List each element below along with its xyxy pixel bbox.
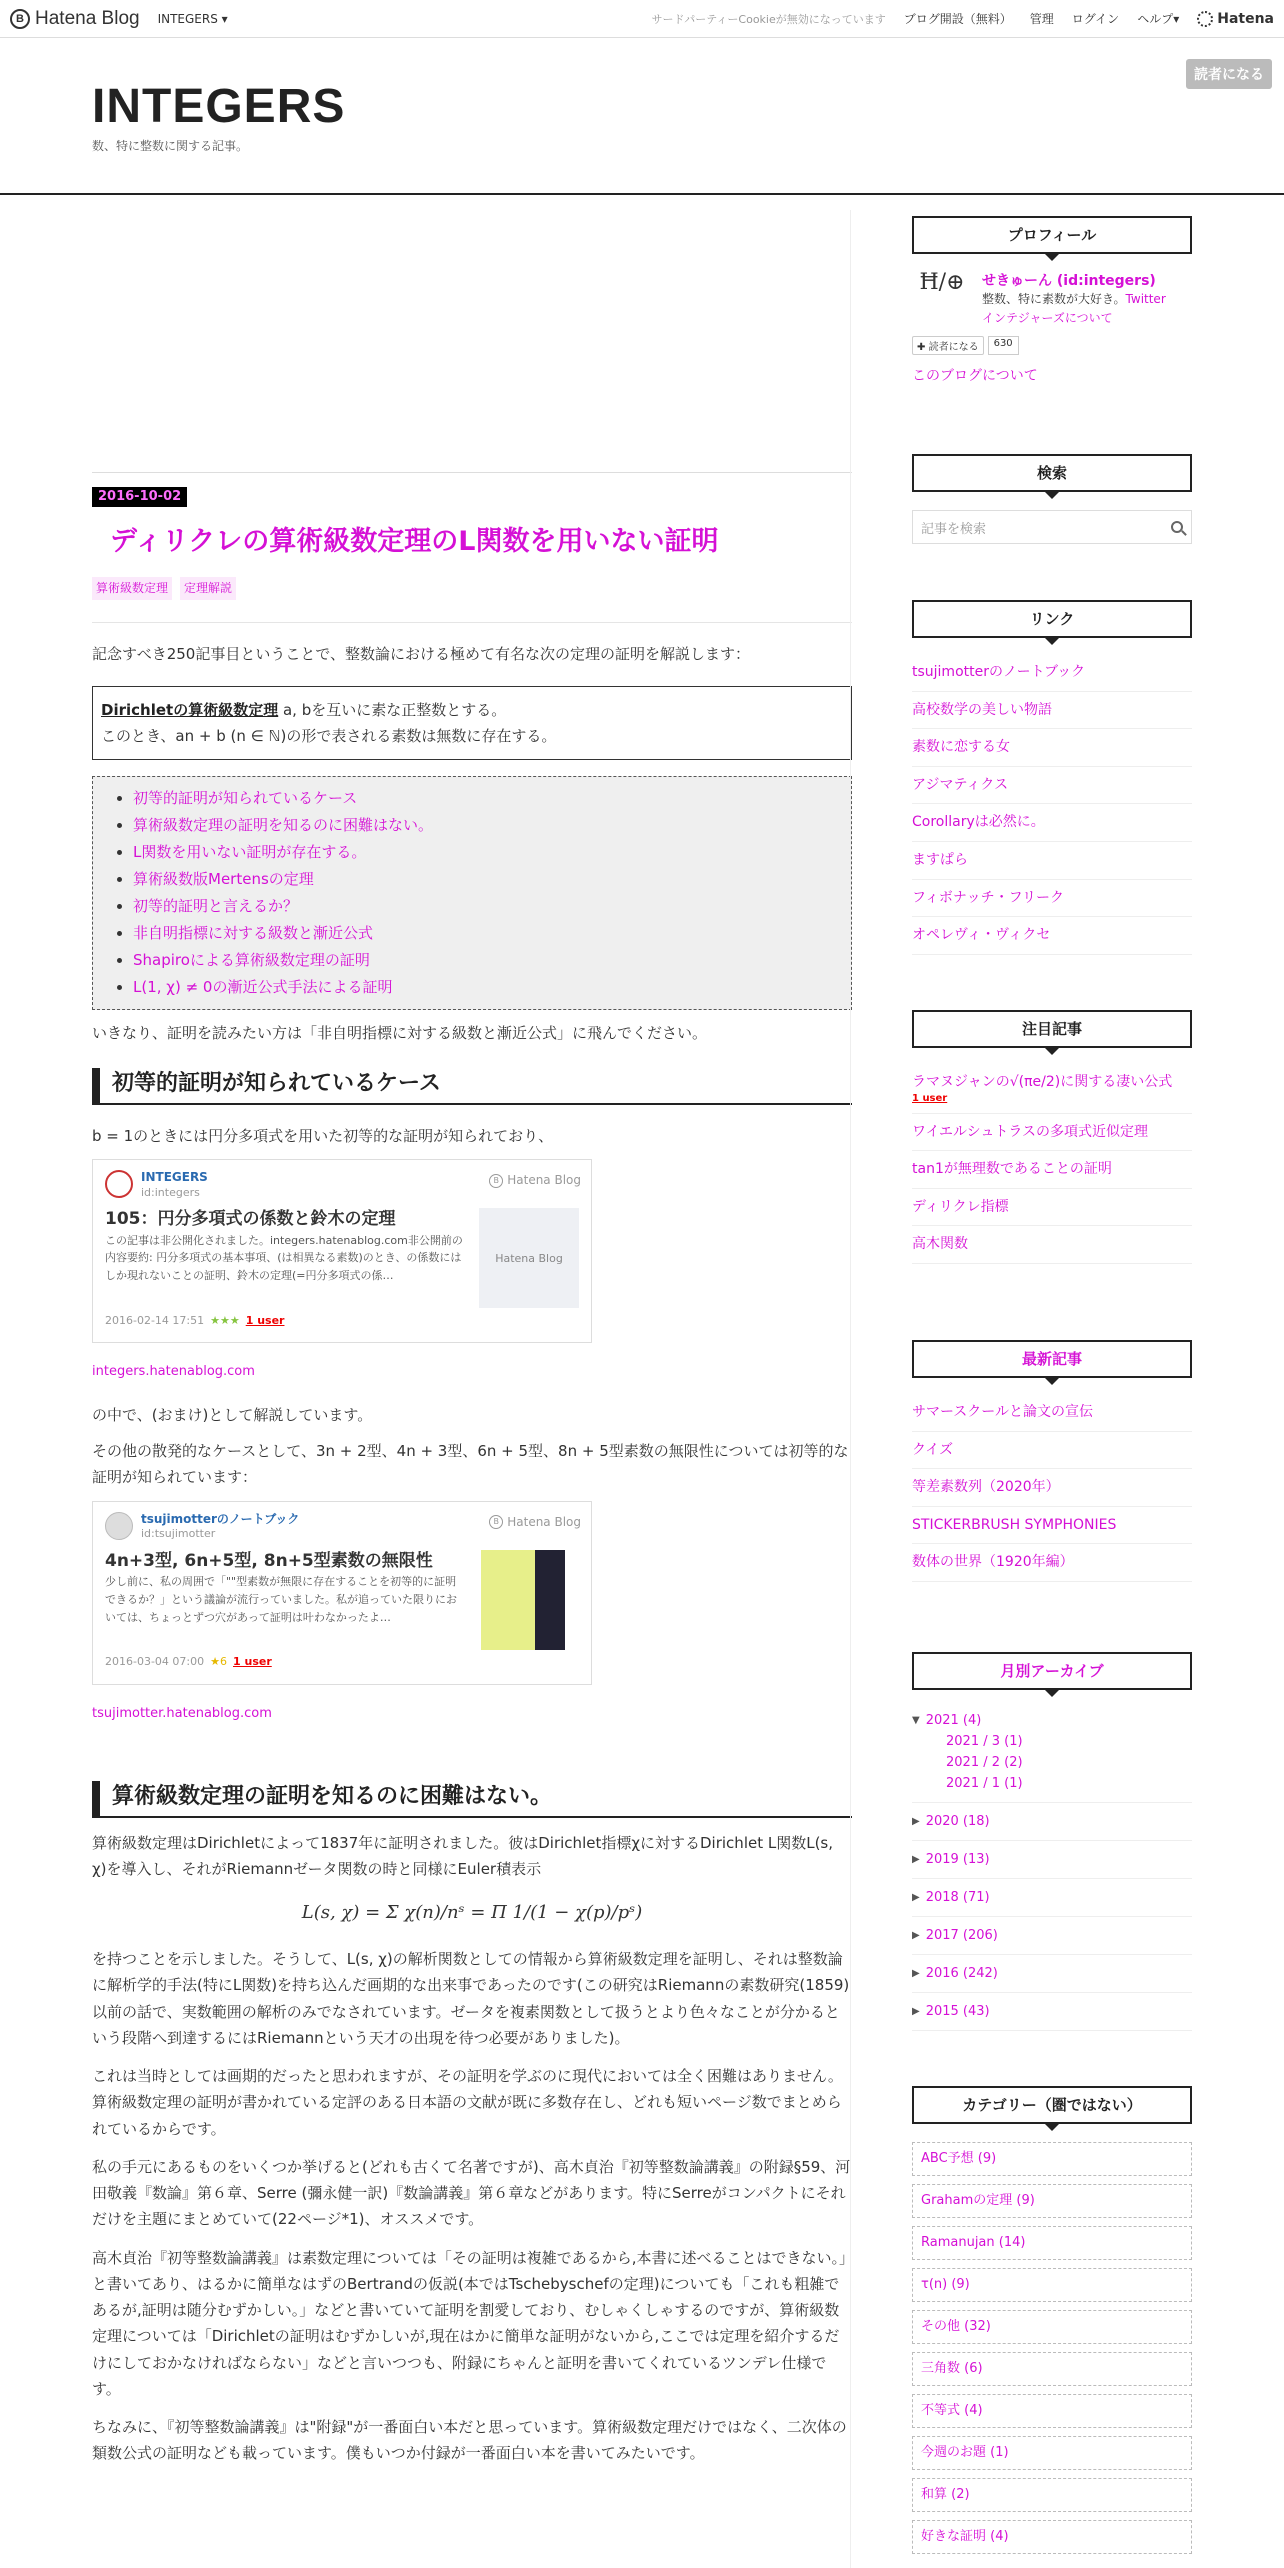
card-blog-name[interactable]: INTEGERS <box>141 1170 208 1185</box>
divider <box>92 472 852 473</box>
profile-icon[interactable]: Ħ/⊕ <box>919 270 965 295</box>
card-title[interactable]: 4n+3型, 6n+5型, 8n+5型素数の無限性 <box>105 1550 433 1571</box>
recent-link[interactable]: 数体の世界（1920年編） <box>912 1544 1192 1582</box>
recent-link[interactable]: 等差素数列（2020年） <box>912 1469 1192 1507</box>
category-link[interactable]: 和算 (2) <box>912 2478 1192 2512</box>
card-meta <box>105 1311 284 1330</box>
recent-link[interactable]: サマースクールと論文の宣伝 <box>912 1394 1192 1432</box>
search-placeholder: 記事を検索 <box>921 521 987 537</box>
theorem-box <box>92 686 852 761</box>
card-title[interactable]: 105：円分多項式の係数と鈴木の定理 <box>105 1209 396 1230</box>
star-icon[interactable]: ★6 <box>210 1655 227 1669</box>
card-user-id: id:integers <box>141 1185 200 1199</box>
recent-link[interactable]: クイズ <box>912 1432 1192 1470</box>
chevron-down-icon: ▾ <box>1173 12 1180 26</box>
category-link[interactable]: その他 (32) <box>912 2310 1192 2344</box>
hatena-blog-badge <box>489 1170 581 1191</box>
toc-item[interactable]: • 算術級数版Mertensの定理 <box>133 866 851 893</box>
recent-link[interactable]: STICKERBRUSH SYMPHONIES <box>912 1507 1192 1545</box>
login-link[interactable]: ログイン <box>1071 12 1120 26</box>
triangle-right-icon: ▶ <box>912 1892 920 1904</box>
card-user-id: id:tsujimotter <box>141 1527 216 1541</box>
star-icon[interactable]: ★★★ <box>210 1313 240 1327</box>
help-menu[interactable] <box>1137 10 1179 27</box>
module-title: プロフィール <box>912 216 1192 254</box>
featured-link[interactable] <box>912 1064 1192 1114</box>
paragraph: の中で、(おまけ)として解説しています。 <box>92 1405 373 1424</box>
card-thumbnail-label: Hatena Blog <box>495 1251 563 1265</box>
tag-link[interactable]: 定理解説 <box>180 577 236 600</box>
sidebar-subscribe-button[interactable] <box>912 336 984 355</box>
plus-icon: ✚ <box>917 342 926 354</box>
module-title: カテゴリー（圏ではない） <box>912 2086 1192 2124</box>
theorem-line: a, bを互いに素な正整数とする。 <box>278 700 507 719</box>
subscriber-count: 630 <box>988 336 1019 355</box>
category-link[interactable]: 不等式 (4) <box>912 2394 1192 2428</box>
euler-product-formula: L(s, χ) = Σ χ(n)/nˢ = Π 1/(1 − χ(p)/pˢ) <box>301 1901 643 1923</box>
module-title: 最新記事 <box>912 1340 1192 1378</box>
category-link[interactable]: ABC予想 (9) <box>912 2142 1192 2176</box>
tag-link[interactable]: 算術級数定理 <box>92 577 172 600</box>
module-title: リンク <box>912 600 1192 638</box>
paragraph: を持つことを示しました。そうして、L(s, χ)の解析関数としての情報から算術級数定理を証明し、それは整数論に解析学的手法(特にL関数)を持ち込んだ画期的な出来事であったのです(この研究はRiemannの素数研究(1859)以前の話で、実数範囲の解析のみでなされています。ゼータを複素関数として扱うとより色々なことが分かるという段階へ到達するにはRiemannという天才の出現を待つ必要がありました)。 <box>92 1950 850 2047</box>
global-bar <box>0 0 1284 38</box>
paragraph: いきなり、証明を読みたい方は「非自明指標に対する級数と漸近公式」に飛んでください。 <box>92 1024 708 1043</box>
logo-text: Hatena Blog <box>35 7 140 29</box>
paragraph: その他の散発的なケースとして、3n + 2型、4n + 3型、6n + 5型、8n + 5型素数の無限性については初等的な証明が知られています： <box>92 1442 849 1487</box>
archive-month[interactable]: 2021 / 1 (1) <box>946 1775 1023 1791</box>
archive-year[interactable] <box>912 1955 1192 1993</box>
embed-card[interactable] <box>92 1159 592 1343</box>
chevron-down-icon: ▾ <box>221 11 228 26</box>
featured-module <box>912 1010 1192 1264</box>
archive-month[interactable]: 2021 / 3 (1) <box>946 1734 1023 1749</box>
paragraph: 算術級数定理はDirichletによって1837年に証明されました。彼はDirichlet指標χに対するDirichlet L関数L(s, χ)を導入し、それがRiemannゼータ関数の時と同様にEuler積表示 <box>92 1834 834 1879</box>
module-title: 月別アーカイブ <box>912 1652 1192 1690</box>
archive-year-label: 2017 (206) <box>925 1928 998 1944</box>
manage-link[interactable]: 管理 <box>1029 12 1054 26</box>
archive-year-label: 2016 (242) <box>925 1966 998 1982</box>
cookie-notice: サードパーティーCookieが無効になっています <box>651 12 886 26</box>
embed-card[interactable] <box>92 1501 592 1685</box>
subscribe-label: 読者になる <box>928 342 979 354</box>
paragraph: 高木貞治『初等整数論講義』は素数定理については「その証明は複雑であるから,本書に述べることはできない。」と書いてあり、はるかに簡単なはずのBertrandの仮説(本ではTschebyschefの定理)についても「これも粗雑であるが,証明は随分むずかしい。」などと書いていて証明を割愛しており、むしゃくしゃするのですが、算術級数定理については「Dirichletの証明はむずかしいが,現在はかに簡単な証明がないから,ここでは定理を紹介するだけにしておかなければならない」などと言いつつも、附録にちゃんと証明を書いてくれているツンデレ仕様です。 <box>92 2248 847 2398</box>
blog-dropdown[interactable] <box>158 12 228 26</box>
card-date: 2016-03-04 07:00 <box>105 1655 205 1669</box>
entry-tags <box>92 577 852 600</box>
avatar <box>105 1170 133 1198</box>
category-link[interactable]: Grahamの定理 (9) <box>912 2184 1192 2218</box>
sidebar-link[interactable]: フィボナッチ・フリーク <box>912 880 1192 918</box>
paragraph: これは当時としては画期的だったと思われますが、その証明を学ぶのに現代においては全く困難はありません。算術級数定理の証明が書かれている定評のある日本語の文献が既に多数存在し、どれも短いページ数でまとめられているからです。 <box>92 2067 843 2138</box>
archive-year[interactable] <box>912 1917 1192 1955</box>
cite-link[interactable]: integers.hatenablog.com <box>92 1364 255 1380</box>
hatena-blog-logo-icon: B <box>489 1174 503 1188</box>
search-input[interactable] <box>912 510 1192 544</box>
hatena-blog-logo-icon: B <box>10 9 30 29</box>
search-icon[interactable] <box>1171 521 1183 533</box>
triangle-right-icon: ▶ <box>912 1968 920 1980</box>
avatar <box>105 1512 133 1540</box>
toc-item[interactable]: • 非自明指標に対する級数と漸近公式 <box>133 920 851 947</box>
toc-item[interactable]: • 初等的証明が知られているケース <box>133 785 851 812</box>
hatena-blog-badge-label: Hatena Blog <box>507 1173 581 1188</box>
featured-link[interactable]: ディリクレ指標 <box>912 1189 1192 1227</box>
archive-year-label: 2018 (71) <box>925 1890 990 1906</box>
card-blog-name[interactable]: tsujimotterのノートブック <box>141 1511 300 1526</box>
card-description: この記事は非公開化されました。integers.hatenablog.com非公開前の内容要約: 円分多項式の基本事項、(は相異なる素数)のとき、の係数にはしか現れないことの証明、鈴木の定理(=円分多項式の係… <box>105 1233 463 1283</box>
archive-year[interactable] <box>912 1803 1192 1841</box>
divider <box>92 622 852 623</box>
triangle-down-icon: ▼ <box>912 1714 920 1726</box>
sidebar-link[interactable]: ますぱら <box>912 842 1192 880</box>
hatena-blog-logo[interactable] <box>10 8 140 30</box>
toc-item[interactable]: • Shapiroによる算術級数定理の証明 <box>133 947 851 974</box>
archive-year-label: 2019 (13) <box>925 1852 990 1868</box>
theorem-line: このとき、an + b (n ∈ ℕ)の形で表される素数は無数に存在する。 <box>101 726 557 745</box>
category-link[interactable]: 三角数 (6) <box>912 2352 1192 2386</box>
card-thumbnail <box>481 1550 535 1650</box>
sidebar-link[interactable]: 高校数学の美しい物語 <box>912 692 1192 730</box>
search-module <box>912 454 1192 544</box>
paragraph: 記念すべき250記事目ということで、整数論における極めて有名な次の定理の証明を解説します： <box>92 645 751 664</box>
section-heading: 算術級数定理の証明を知るのに困難はない。 <box>92 1781 852 1818</box>
profile-description <box>982 290 1166 328</box>
featured-link[interactable]: ワイエルシュトラスの多項式近似定理 <box>912 1114 1192 1152</box>
featured-link-label: ラマヌジャンの√(πe/2)に関する凄い公式 <box>912 1074 1173 1090</box>
module-title: 検索 <box>912 454 1192 492</box>
triangle-right-icon: ▶ <box>912 1930 920 1942</box>
card-date: 2016-02-14 17:51 <box>105 1313 205 1327</box>
blog-header <box>0 39 1284 195</box>
archive-year[interactable] <box>912 1841 1192 1879</box>
card-meta <box>105 1652 272 1671</box>
sidebar-divider <box>850 210 851 2568</box>
triangle-right-icon: ▶ <box>912 2006 920 2018</box>
module-title: 注目記事 <box>912 1010 1192 1048</box>
sidebar-link[interactable]: tsujimotterのノートブック <box>912 654 1192 692</box>
table-of-contents <box>92 776 852 1010</box>
toc-item[interactable]: • L関数を用いない証明が存在する。 <box>133 839 851 866</box>
category-link[interactable]: τ(n) (9) <box>912 2268 1192 2302</box>
blog-title[interactable]: INTEGERS <box>92 80 346 133</box>
archive-module <box>912 1652 1192 2031</box>
archive-year[interactable] <box>912 1879 1192 1917</box>
links-module <box>912 600 1192 955</box>
blog-dropdown-label: INTEGERS <box>157 11 218 26</box>
entry-title[interactable]: ディリクレの算術級数定理のL関数を用いない証明 <box>110 526 719 558</box>
archive-year[interactable] <box>912 1708 1192 1732</box>
blog-description: 数、特に整数に関する記事。 <box>92 139 249 153</box>
hatena-blog-badge-label: Hatena Blog <box>507 1514 581 1529</box>
twitter-link[interactable]: Twitter <box>1125 292 1166 306</box>
integers-about-link[interactable]: インテジャーズについて <box>982 311 1113 326</box>
hatena-label: Hatena <box>1217 10 1274 27</box>
bookmark-users[interactable]: 1 user <box>233 1655 272 1669</box>
help-label: ヘルプ <box>1137 12 1174 26</box>
section-heading: 初等的証明が知られているケース <box>92 1068 852 1105</box>
archive-year-label: 2021 (4) <box>925 1712 982 1728</box>
bookmark-users[interactable]: 1 user <box>912 1092 948 1104</box>
triangle-right-icon: ▶ <box>912 1816 920 1828</box>
toc-item[interactable]: • 算術級数定理の証明を知るのに困難はない。 <box>133 812 851 839</box>
featured-link[interactable]: 高木関数 <box>912 1226 1192 1264</box>
toc-item[interactable]: • 初等的証明と言えるか？ <box>133 893 851 920</box>
profile-module <box>912 216 1192 385</box>
main-content <box>92 210 852 2467</box>
featured-link[interactable]: tan1が無理数であることの証明 <box>912 1151 1192 1189</box>
subscribe-button[interactable]: 読者になる <box>1186 59 1272 89</box>
categories-module <box>912 2086 1192 2562</box>
archive-month[interactable]: 2021 / 2 (2) <box>946 1754 1023 1770</box>
triangle-right-icon: ▶ <box>912 1854 920 1866</box>
hatena-menu[interactable] <box>1197 11 1274 27</box>
sidebar-link[interactable]: Corollaryは必然に。 <box>912 804 1192 842</box>
hatena-gear-icon <box>1197 11 1213 27</box>
recent-module <box>912 1340 1192 1582</box>
sidebar-link[interactable]: オペレヴィ・ヴィクセ <box>912 917 1192 955</box>
category-link[interactable]: 今週のお題 (1) <box>912 2436 1192 2470</box>
archive-year-label: 2015 (43) <box>925 2004 990 2020</box>
category-link[interactable]: 好きな証明 (4) <box>912 2520 1192 2554</box>
archive-year[interactable] <box>912 1993 1192 2031</box>
sidebar-link[interactable]: 素数に恋する女 <box>912 729 1192 767</box>
entry-date[interactable]: 2016-10-02 <box>92 487 187 507</box>
paragraph: b = 1のときには円分多項式を用いた初等的な証明が知られており、 <box>92 1126 554 1145</box>
card-thumbnail <box>479 1208 579 1308</box>
cite-link[interactable]: tsujimotter.hatenablog.com <box>92 1705 272 1721</box>
card-description: 少し前に、私の周囲で「""型素数が無限に存在することを初等的に証明できるか？」という議論が流行っていました。私が追っていた限りにおいては、ちょっとずつ穴があって証明は叶わなかったよ… <box>105 1575 457 1624</box>
ad-space <box>92 210 852 472</box>
bookmark-users[interactable]: 1 user <box>245 1313 285 1327</box>
open-blog-link[interactable]: ブログ開設（無料） <box>903 12 1012 26</box>
hatena-blog-logo-icon: B <box>489 1515 503 1529</box>
theorem-head: Dirichletの算術級数定理 <box>101 700 279 719</box>
profile-name[interactable]: せきゅーん (id:integers) <box>982 273 1156 289</box>
paragraph: 私の手元にあるものをいくつか挙げると(どれも古くて名著ですが)、高木貞治『初等整数論講義』の附録§59、河田敬義『数論』第６章、Serre (彌永健一訳)『数論講義』第６章などがあります。特にSerreがコンパクトにそれだけを主題にまとめていて(22ページ*1)、オススメです。 <box>92 2157 851 2229</box>
about-blog-link[interactable]: このブログについて <box>912 368 1038 385</box>
sidebar-link[interactable]: アジマティクス <box>912 767 1192 805</box>
profile-description-text: 整数、特に素数が大好き。 <box>982 292 1126 306</box>
category-link[interactable]: Ramanujan (14) <box>912 2226 1192 2260</box>
paragraph: ちなみに、『初等整数論講義』は"附録"が一番面白い本だと思っています。算術級数定理だけではなく、二次体の類数公式の証明なども載っています。僕もいつか付録が一番面白い本を書いてみたいです。 <box>92 2418 847 2463</box>
hatena-blog-badge <box>489 1512 581 1533</box>
archive-year-label: 2020 (18) <box>925 1814 990 1830</box>
toc-item[interactable]: • L(1, χ) ≠ 0の漸近公式手法による証明 <box>133 974 851 1001</box>
